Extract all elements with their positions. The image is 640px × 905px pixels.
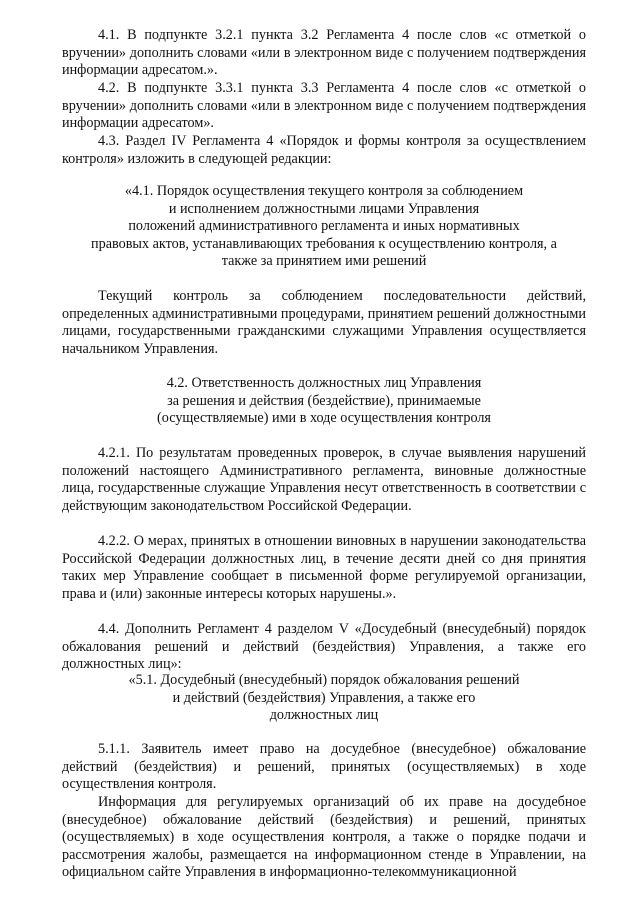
heading-line: «4.1. Порядок осуществления текущего контроля за соблюдением — [124, 183, 524, 199]
heading-line: также за принятием ими решений — [221, 253, 427, 270]
heading-section-4-1 — [62, 183, 586, 271]
heading-section-4-2 — [62, 375, 586, 428]
heading-line: и действий (бездействия) Управления, а также его — [172, 689, 476, 706]
heading-line: и исполнением должностными лицами Управления — [168, 200, 480, 217]
heading-line: «5.1. Досудебный (внесудебный) порядок обжалования решений — [128, 672, 520, 688]
paragraph-4-3: 4.3. Раздел IV Регламента 4 «Порядок и формы контроля за осуществлением контроля» изложить в следующей редакции: — [62, 133, 586, 167]
paragraph-4-2-2: 4.2.2. О мерах, принятых в отношении виновных в нарушении законодательства Российской Федерации должностных лиц, в течение десяти дней со дня принятия таких мер Управление сообщает в письменной форме регулируемой организации, права и (или) законные интересы которых нарушены.». — [62, 533, 586, 602]
paragraph-current-control: Текущий контроль за соблюдением последовательности действий, определенных административными процедурами, принятием решений должностными лицами, государственными гражданскими служащими Управления осуществляется начальником Управления. — [62, 288, 586, 357]
paragraph-5-1-1: 5.1.1. Заявитель имеет право на досудебное (внесудебное) обжалование действий (бездействия) и решений, принятых (осуществляемых) в ходе осуществления контроля. — [62, 741, 586, 793]
paragraph-4-1: 4.1. В подпункте 3.2.1 пункта 3.2 Регламента 4 после слов «с отметкой о вручении» дополнить словами «или в электронном виде с получением подтверждения информации адресатом.». — [62, 27, 586, 79]
heading-line: (осуществляемые) ими в ходе осуществления контроля — [157, 410, 491, 427]
heading-line: должностных лиц — [269, 707, 379, 724]
heading-line: 4.2. Ответственность должностных лиц Управления — [166, 375, 482, 391]
heading-section-5-1 — [62, 672, 586, 725]
paragraph-information: Информация для регулируемых организаций об их праве на досудебное (внесудебное) обжалование действий (бездействия) и решений, принятых (осуществляемых) в ходе осуществления контроля, а также о порядке подачи и рассмотрения жалобы, размещается на информационном стенде в Управлении, на официальном сайте Управления в информационно-телекоммуникационной — [62, 794, 586, 881]
heading-line: за решения и действия (бездействие), принимаемые — [167, 392, 481, 409]
paragraph-4-2: 4.2. В подпункте 3.3.1 пункта 3.3 Регламента 4 после слов «с отметкой о вручении» дополнить словами «или в электронном виде с получением подтверждения информации адресатом». — [62, 80, 586, 132]
paragraph-4-4: 4.4. Дополнить Регламент 4 разделом V «Досудебный (внесудебный) порядок обжалования решений и действий (бездействия) Управления, а также его должностных лиц»: — [62, 621, 586, 673]
heading-line: положений административного регламента и иных нормативных — [128, 218, 520, 235]
paragraph-4-2-1: 4.2.1. По результатам проведенных проверок, в случае выявления нарушений положений настоящего Административного регламента, виновные должностные лица, государственные служащие Управления несут ответственность в соответствии с действующим законодательством Российской Федерации. — [62, 445, 586, 514]
heading-line: правовых актов, устанавливающих требования к осуществлению контроля, а — [91, 235, 557, 252]
